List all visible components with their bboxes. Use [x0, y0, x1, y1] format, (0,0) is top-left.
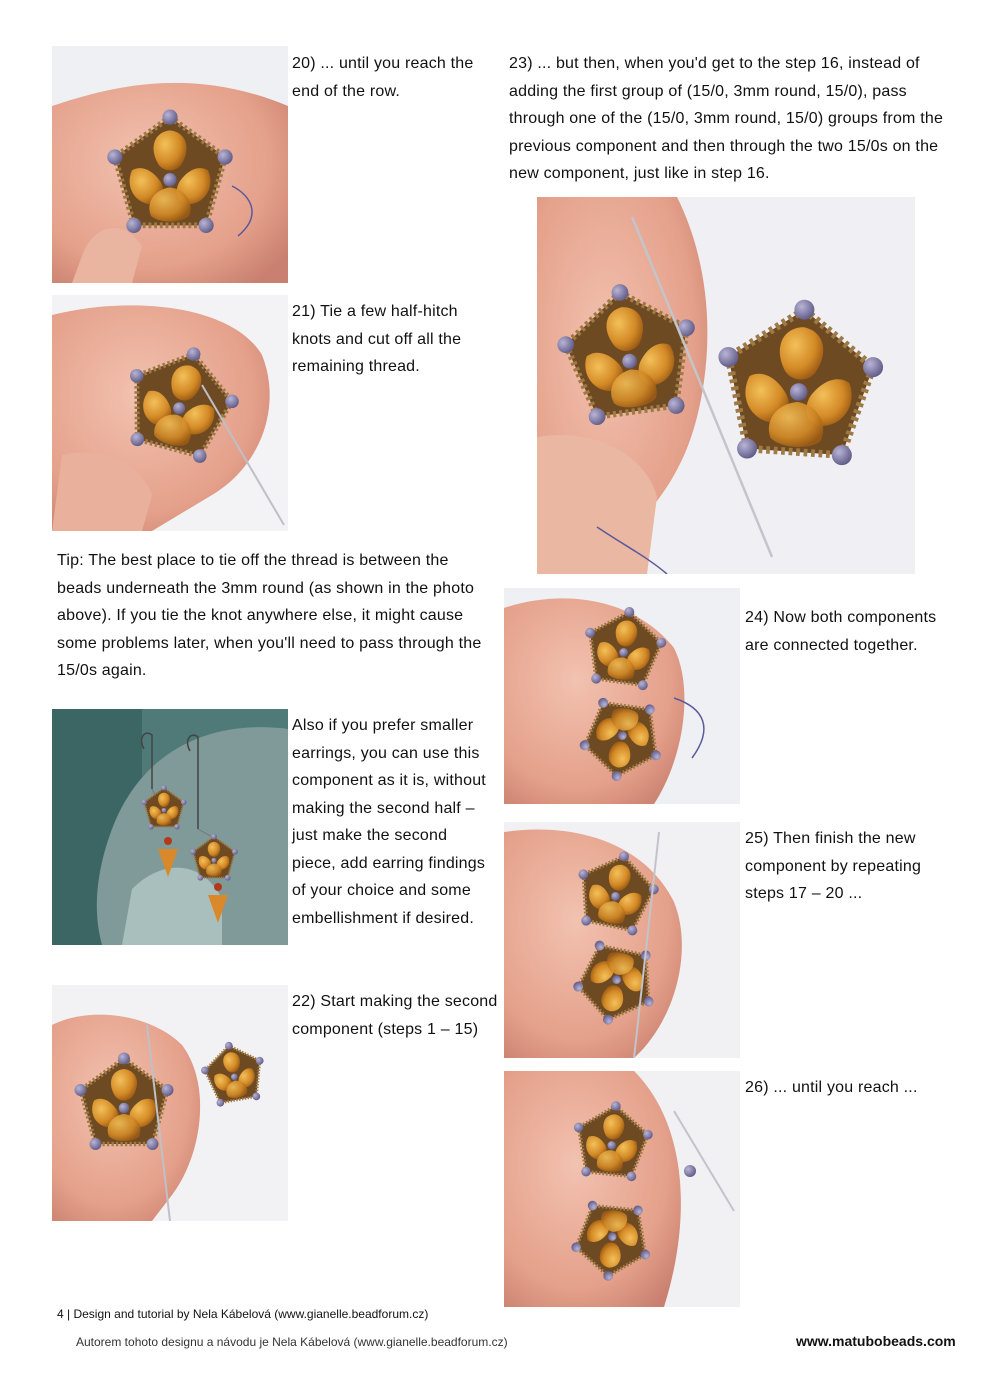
photo-step-22 — [52, 985, 288, 1221]
page-credit: 4 | Design and tutorial by Nela Kábelová (www.gianelle.beadforum.cz) — [57, 1307, 429, 1321]
photo-step-23 — [537, 197, 915, 574]
czech-credit: Autorem tohoto designu a návodu je Nela Kábelová (www.gianelle.beadforum.cz) — [76, 1335, 508, 1349]
step-21-text: 21) Tie a few half-hitch knots and cut off all the remaining thread. — [292, 303, 462, 375]
step-22-text: 22) Start making the second component (steps 1 – 15) — [292, 993, 498, 1038]
website-link[interactable]: www.matubobeads.com — [796, 1333, 956, 1349]
photo-step-26 — [504, 1071, 740, 1307]
step-20-text: 20) ... until you reach the end of the row. — [292, 55, 474, 100]
photo-step-21 — [52, 295, 288, 531]
step-25-text: 25) Then finish the new component by repeating steps 17 – 20 ... — [745, 830, 922, 902]
photo-step-24 — [504, 588, 740, 804]
step-24-text: 24) Now both components are connected together. — [745, 609, 937, 654]
smaller-earrings-text: Also if you prefer smaller earrings, you can use this component as it is, without making the second half – just make the second piece, add earring findings of your choice and some embellishment if desired. — [292, 717, 486, 927]
photo-earrings — [52, 709, 288, 945]
step-23-text: 23) ... but then, when you'd get to the step 16, instead of adding the first group of (15/0, 3mm round, 15/0), pass through one of the (15/0, 3mm round, 15/0) groups from the previous component and then through the two 15/0s on the new component, just like in step 16. — [509, 55, 944, 182]
photo-step-20 — [52, 46, 288, 283]
step-26-text: 26) ... until you reach ... — [745, 1079, 918, 1096]
photo-step-25 — [504, 822, 740, 1058]
tip-text: Tip: The best place to tie off the thread is between the beads underneath the 3mm round (as shown in the photo above). If you tie the knot anywhere else, it might cause some problems later, when you'll need to pass through the 15/0s again. — [57, 552, 482, 679]
